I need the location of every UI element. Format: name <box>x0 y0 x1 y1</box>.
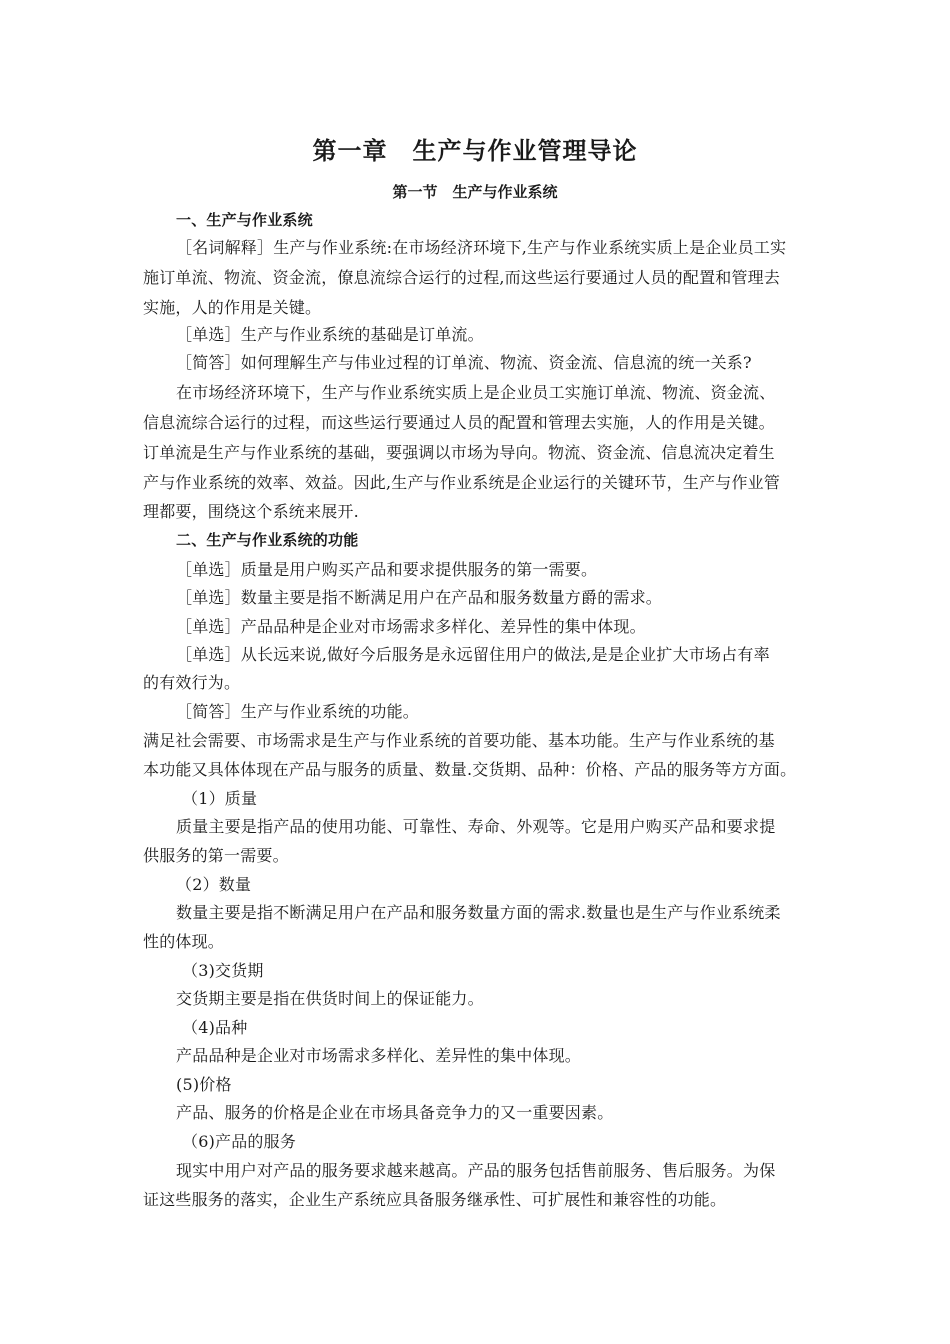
paragraph-line: ［单选］生产与作业系统的基础是订单流。 <box>176 325 484 344</box>
paragraph-line: ［单选］从长远来说,做好今后服务是永远留住用户的做法,是是企业扩大市场占有率 <box>176 645 770 664</box>
paragraph-line: 证这些服务的落实，企业生产系统应具备服务继承性、可扩展性和兼容性的功能。 <box>143 1190 727 1209</box>
paragraph-line: ［单选］产品品种是企业对市场需求多样化、差异性的集中体现。 <box>176 617 646 636</box>
paragraph-line: 供服务的第一需要。 <box>143 846 289 865</box>
paragraph-line: 满足社会需要、市场需求是生产与作业系统的首要功能、基本功能。生产与作业系统的基 <box>143 731 775 750</box>
paragraph-line: ［单选］质量是用户购买产品和要求提供服务的第一需要。 <box>176 560 598 579</box>
paragraph-line: 实施，人的作用是关键。 <box>143 298 322 317</box>
chapter-title: 第一章 生产与作业管理导论 <box>312 137 638 165</box>
subheading-price: (5)价格 <box>176 1075 232 1094</box>
heading-production-system: 一、生产与作业系统 <box>176 211 313 229</box>
paragraph-line: 现实中用户对产品的服务要求越来越高。产品的服务包括售前服务、售后服务。为保 <box>176 1161 776 1180</box>
paragraph-line: 信息流综合运行的过程，而这些运行要通过人员的配置和管理去实施，人的作用是关键。 <box>143 413 775 432</box>
paragraph-line: 数量主要是指不断满足用户在产品和服务数量方面的需求.数量也是生产与作业系统柔 <box>176 903 781 922</box>
paragraph-line: 的有效行为。 <box>143 673 241 692</box>
paragraph-line: ［简答］生产与作业系统的功能。 <box>176 702 420 721</box>
paragraph-line: 在市场经济环境下，生产与作业系统实质上是企业员工实施订单流、物流、资金流、 <box>176 383 776 402</box>
paragraph-line: 施订单流、物流、资金流，僚息流综合运行的过程,而这些运行要通过人员的配置和管理去 <box>143 268 781 287</box>
paragraph-line: 理都要，围绕这个系统来展开. <box>143 502 359 521</box>
subheading-quantity: （2）数量 <box>176 875 252 894</box>
section-title: 第一节 生产与作业系统 <box>392 183 558 201</box>
paragraph-line: ［单选］数量主要是指不断满足用户在产品和服务数量方爵的需求。 <box>176 588 663 607</box>
paragraph-line: ［名词解释］生产与作业系统:在市场经济环境下,生产与作业系统实质上是企业员工实 <box>176 238 787 257</box>
paragraph-line: 产品、服务的价格是企业在市场具备竞争力的又一重要因素。 <box>176 1103 614 1122</box>
paragraph-line: 产品品种是企业对市场需求多样化、差异性的集中体现。 <box>176 1046 582 1065</box>
subheading-variety: （4)品种 <box>182 1018 248 1037</box>
paragraph-line: 本功能又具体体现在产品与服务的质量、数量.交货期、品种：价格、产品的服务等方方面。 <box>143 760 797 779</box>
paragraph-line: 质量主要是指产品的使用功能、可靠性、寿命、外观等。它是用户购买产品和要求提 <box>176 817 776 836</box>
paragraph-line: 订单流是生产与作业系统的基础，要强调以市场为导向。物流、资金流、信息流决定着生 <box>143 443 775 462</box>
paragraph-line: 性的体现。 <box>143 932 225 951</box>
heading-system-functions: 二、生产与作业系统的功能 <box>176 531 359 549</box>
subheading-delivery: （3)交货期 <box>182 961 264 980</box>
paragraph-line: 交货期主要是指在供货时间上的保证能力。 <box>176 989 484 1008</box>
paragraph-line: 产与作业系统的效率、效益。因此,生产与作业系统是企业运行的关键环节，生产与作业管 <box>143 473 781 492</box>
subheading-quality: （1）质量 <box>182 789 258 808</box>
subheading-service: （6)产品的服务 <box>182 1132 297 1151</box>
paragraph-line: ［简答］如何理解生产与伟业过程的订单流、物流、资金流、信息流的统一关系? <box>176 353 752 372</box>
